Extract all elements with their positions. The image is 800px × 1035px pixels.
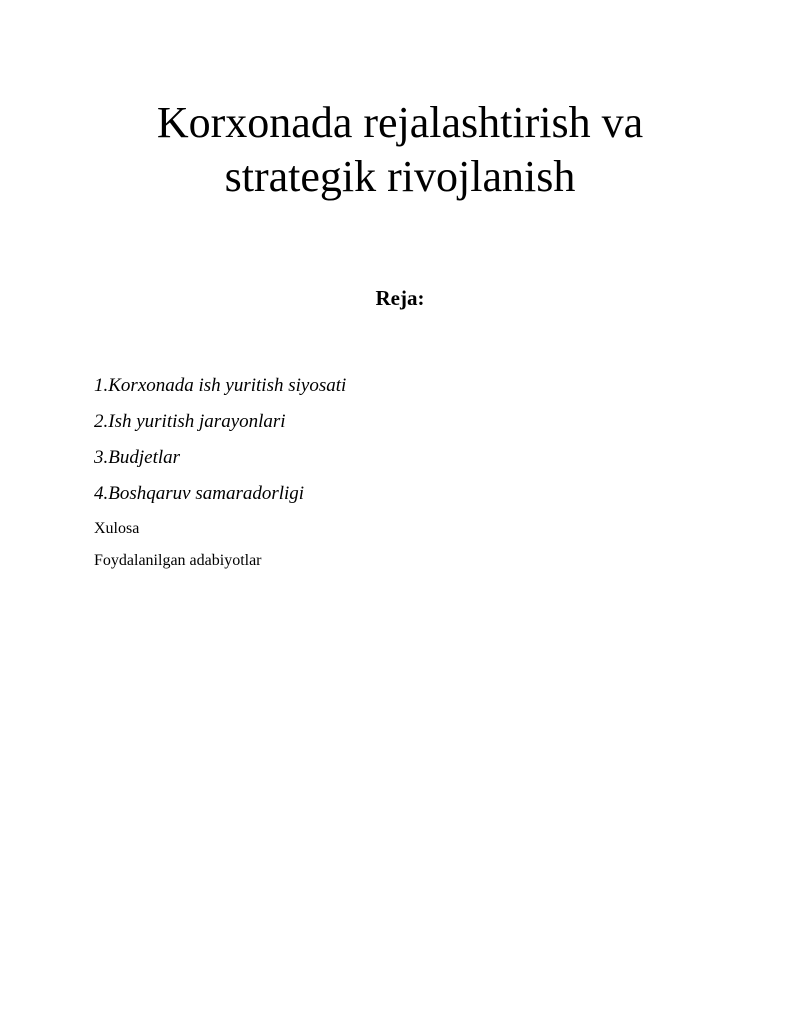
title-line-1: Korxonada rejalashtirish va bbox=[156, 98, 644, 147]
plan-item-4: 4.Boshqaruv samaradorligi bbox=[94, 483, 305, 504]
plan-item-1: 1.Korxonada ish yuritish siyosati bbox=[94, 375, 347, 396]
document-title bbox=[0, 96, 800, 204]
title-line-2: strategik rivojlanish bbox=[224, 152, 576, 201]
conclusion-label: Xulosa bbox=[94, 520, 140, 537]
plan-item-3: 3.Budjetlar bbox=[94, 447, 181, 468]
references-label: Foydalanilgan adabiyotlar bbox=[94, 552, 262, 569]
plan-heading: Reja: bbox=[375, 286, 425, 310]
plan-list bbox=[94, 372, 346, 516]
plan-item-2: 2.Ish yuritish jarayonlari bbox=[94, 411, 286, 432]
